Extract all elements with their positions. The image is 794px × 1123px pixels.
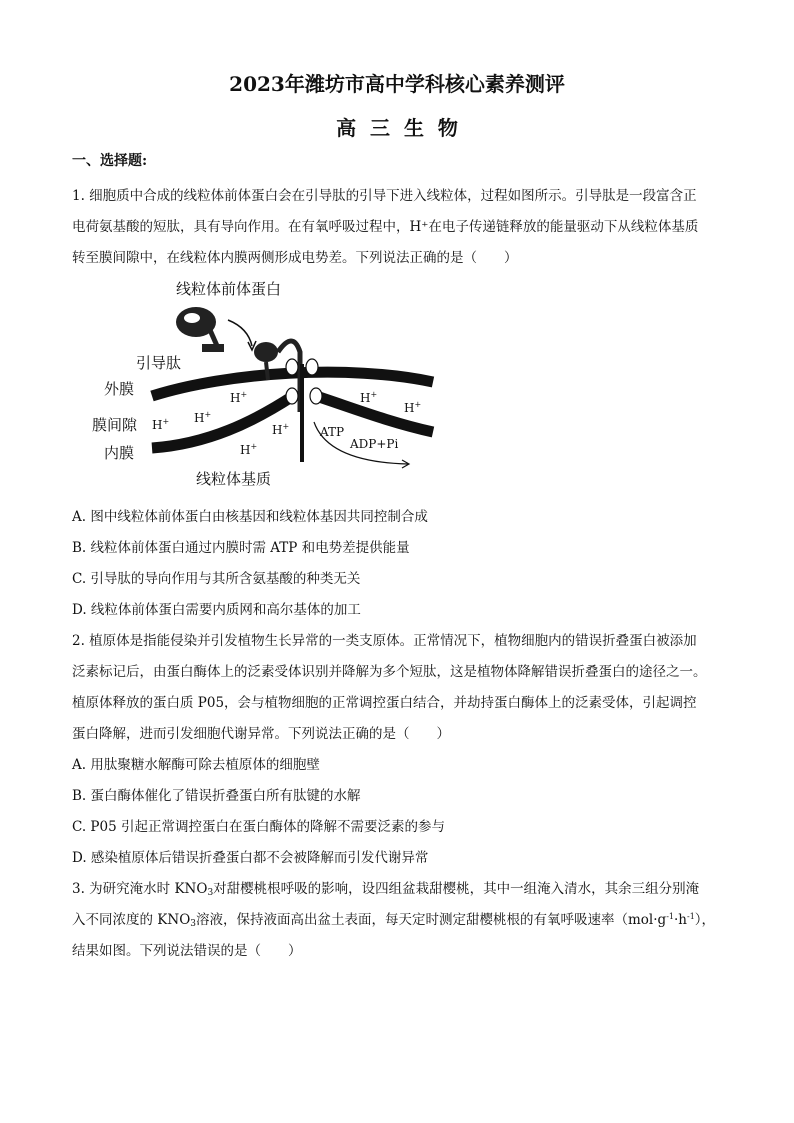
q2-option-b: B. 蛋白酶体催化了错误折叠蛋白所有肽键的水解 <box>72 788 361 804</box>
q2-option-c: C. P05 引起正常调控蛋白在蛋白酶体的降解不需要泛素的参与 <box>72 819 445 835</box>
q3-stem-line: 结果如图。下列说法错误的是（ ） <box>72 943 302 959</box>
svg-text:H+: H+ <box>230 390 248 405</box>
matrix-label: 线粒体基质 <box>196 470 272 488</box>
q1-option-a: A. 图中线粒体前体蛋白由核基因和线粒体基因共同控制合成 <box>72 509 428 525</box>
exam-subtitle: 高 三 生 物 <box>336 116 458 140</box>
svg-text:H+: H+ <box>152 417 170 432</box>
signal-peptide-label: 引导肽 <box>136 354 182 372</box>
svg-text:H+: H+ <box>194 410 212 425</box>
q2-option-a: A. 用肽聚糖水解酶可除去植原体的细胞壁 <box>72 757 320 773</box>
outer-membrane-label: 外膜 <box>104 380 135 398</box>
q2-stem-line: 泛素标记后，由蛋白酶体上的泛素受体识别并降解为多个短肽，这是植物体降解错误折叠蛋白的途径之一。 <box>72 664 707 680</box>
q1-stem-line: 转至膜间隙中，在线粒体内膜两侧形成电势差。下列说法正确的是（ ） <box>72 250 518 266</box>
q2-stem-line: 2. 植原体是指能侵染并引发植物生长异常的一类支原体。正常情况下，植物细胞内的错误折叠蛋白被添加 <box>72 633 697 649</box>
q2-stem-line: 植原体释放的蛋白质 P05，会与植物细胞的正常调控蛋白结合，并劫持蛋白酶体上的泛素受体，引起调控 <box>72 695 697 711</box>
intermembrane-label: 膜间隙 <box>92 416 138 434</box>
q1-stem-line: 电荷氨基酸的短肽，具有导向作用。在有氧呼吸过程中，H⁺在电子传递链释放的能量驱动下从线粒体基质 <box>72 219 699 235</box>
precursor-label: 线粒体前体蛋白 <box>176 280 282 298</box>
svg-text:H+: H+ <box>360 390 378 405</box>
svg-text:H+: H+ <box>404 400 422 415</box>
q2-option-d: D. 感染植原体后错误折叠蛋白都不会被降解而引发代谢异常 <box>72 850 429 866</box>
q2-stem-line: 蛋白降解，进而引发细胞代谢异常。下列说法正确的是（ ） <box>72 726 450 742</box>
mitochondria-import-figure <box>88 272 448 494</box>
q1-option-d: D. 线粒体前体蛋白需要内质网和高尔基体的加工 <box>72 602 361 618</box>
svg-text:H+: H+ <box>272 422 290 437</box>
q3-stem-line: 3. 为研究淹水时 $KNO_3$对甜樱桃根呼吸的影响，设四组盆栽甜樱桃，其中一组淹入清水，其余三组分别淹 <box>72 881 700 898</box>
inner-membrane-label: 内膜 <box>104 444 135 462</box>
q3-stem-line: 入不同浓度的 $KNO_3$溶液，保持液面高出盆土表面，每天定时测定甜樱桃根的有氧呼吸速率$(mol\cdot g^{-1}\cdot h^{-1})$， <box>72 912 716 929</box>
inner-membrane-left <box>152 396 293 448</box>
section-heading: 一、选择题: <box>72 153 148 169</box>
q1-option-c: C. 引导肽的导向作用与其所含氨基酸的种类无关 <box>72 571 361 587</box>
q1-stem-line: 1. 细胞质中合成的线粒体前体蛋白会在引导肽的引导下进入线粒体，过程如图所示。引导肽是一段富含正 <box>72 188 697 204</box>
precursor-protein-icon <box>176 307 224 352</box>
svg-text:H+: H+ <box>240 442 258 457</box>
adp-label: ADP+Pi <box>350 437 399 451</box>
q1-option-b: B. 线粒体前体蛋白通过内膜时需 ATP 和电势差提供能量 <box>72 540 410 556</box>
exam-title: 2023年潍坊市高中学科核心素养测评 <box>229 72 565 96</box>
atp-label: ATP <box>320 425 345 439</box>
